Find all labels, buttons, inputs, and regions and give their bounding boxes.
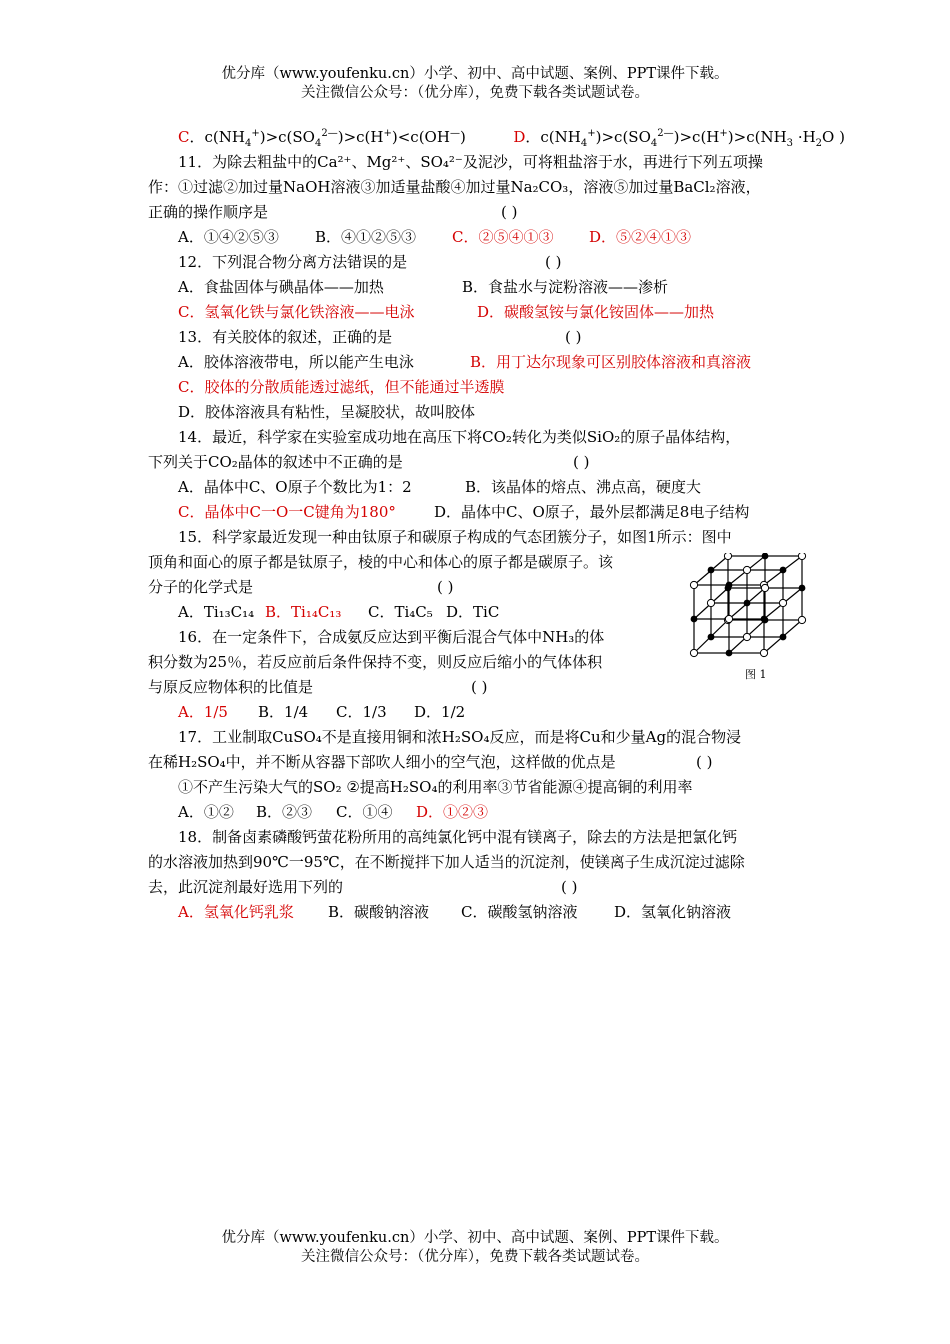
q15-option-d: D．TiC <box>446 603 500 621</box>
q10-option-d-text: ．$c(NH_4^+)>c(SO_4^{2—})>c(H^+)>c(NH_3 \cdot H_2O$ ) <box>525 128 845 149</box>
q15-answer-paren: ( ) <box>437 578 454 596</box>
q18-option-b: B．碳酸钠溶液 <box>328 903 430 921</box>
page-footer-line-2: 关注微信公众号：（优分库），免费下载各类试题试卷。 <box>301 1249 649 1265</box>
q13-option-a: A．胶体溶液带电，所以能产生电泳 <box>178 353 414 371</box>
q18-answer-paren: ( ) <box>561 878 578 896</box>
q11-option-a: A．①④②⑤③ <box>178 228 279 246</box>
q15-stem-line-1: 15．科学家最近发现一种由钛原子和碳原子构成的气态团簇分子，如图1所示：图中 <box>178 528 732 546</box>
q17-option-d: D．①②③ <box>416 803 489 821</box>
q16-stem-text: 与原反应物体积的比值是 <box>148 678 314 696</box>
page-header-line-2: 关注微信公众号：（优分库），免费下载各类试题试卷。 <box>301 85 649 101</box>
q12-stem <box>178 251 858 273</box>
q17-stem-line-3: ①不产生污染大气的SO₂ ②提高H₂SO₄的利用率③节省能源④提高铜的利用率 <box>178 778 693 796</box>
q17-stem-line-1: 17．工业制取CuSO₄不是直接用铜和浓H₂SO₄反应，而是将Cu和少量Ag的混合物浸 <box>178 728 742 746</box>
q10-option-c-text: ．$c(NH_4^+)>c(SO_4^{2—})>c(H^+)<c(OH^—)$ <box>189 128 466 149</box>
page-footer-line-1: 优分库（www.youfenku.cn）小学、初中、高中试题、案例、PPT课件下载。 <box>221 1230 729 1246</box>
q18-stem-line-2: 的水溶液加热到90℃一95℃，在不断搅拌下加人适当的沉淀剂，使镁离子生成沉淀过滤除 <box>148 853 745 871</box>
q11-option-d: D．⑤②④①③ <box>589 228 692 246</box>
q10-option-c-letter: C <box>178 128 190 146</box>
q18-stem-line-3 <box>148 876 828 898</box>
q14-option-a: A．晶体中C、O原子个数比为1：2 <box>178 478 412 496</box>
q16-option-b: B．1/4 <box>258 703 309 721</box>
q14-option-c: C．晶体中C一O一C键角为180° <box>178 503 396 521</box>
q15-stem-line-2: 顶角和面心的原子都是钛原子，棱的中心和体心的原子都是碳原子。该 <box>148 553 614 571</box>
q17-option-c: C．①④ <box>336 803 393 821</box>
q10-options-cd <box>178 126 858 148</box>
q14-options-cd <box>178 501 858 523</box>
q14-option-b: B．该晶体的熔点、沸点高，硬度大 <box>465 478 702 496</box>
q11-options <box>178 226 858 248</box>
q15-option-a: A．Ti₁₃C₁₄ <box>178 603 255 621</box>
q17-stem-line-2 <box>148 751 828 773</box>
q12-option-a: A．食盐固体与碘晶体——加热 <box>178 278 384 296</box>
q18-stem-line-1: 18．制备卤素磷酸钙萤花粉所用的高纯氯化钙中混有镁离子，除去的方法是把氯化钙 <box>178 828 738 846</box>
q11-stem-text: 正确的操作顺序是 <box>148 203 269 221</box>
q13-stem-text: 13．有关胶体的叙述，正确的是 <box>178 328 393 346</box>
q15-stem-text: 分子的化学式是 <box>148 578 254 596</box>
q13-answer-paren: ( ) <box>565 328 582 346</box>
q16-options <box>178 701 858 723</box>
q14-option-d: D．晶体中C、O原子，最外层都满足8电子结构 <box>434 503 750 521</box>
page-header-line-1: 优分库（www.youfenku.cn）小学、初中、高中试题、案例、PPT课件下载。 <box>221 66 729 82</box>
q14-options-ab <box>178 476 858 498</box>
q12-answer-paren: ( ) <box>545 253 562 271</box>
q12-option-b: B．食盐水与淀粉溶液——渗析 <box>462 278 669 296</box>
q16-stem-line-2: 积分数为25％，若反应前后条件保持不变，则反应后缩小的气体体积 <box>148 653 603 671</box>
q18-option-d: D．氢氧化钠溶液 <box>614 903 732 921</box>
q18-stem-text: 去，此沉淀剂最好选用下列的 <box>148 878 344 896</box>
q11-option-b: B．④①②⑤③ <box>315 228 417 246</box>
q12-option-d: D．碳酸氢铵与氯化铵固体——加热 <box>477 303 715 321</box>
q13-option-d: D．胶体溶液具有粘性，呈凝胶状，故叫胶体 <box>178 403 476 421</box>
q13-option-c <box>178 376 858 398</box>
q18-option-a: A．氢氧化钙乳浆 <box>178 903 294 921</box>
q12-options-cd <box>178 301 858 323</box>
q17-option-a: A．①② <box>178 803 234 821</box>
q16-stem-line-1: 16．在一定条件下，合成氨反应达到平衡后混合气体中NH₃的体 <box>178 628 605 646</box>
q18-option-c: C．碳酸氢钠溶液 <box>461 903 578 921</box>
q16-option-c: C．1/3 <box>336 703 387 721</box>
q11-stem-line-1: 11．为除去粗盐中的Ca²⁺、Mg²⁺、SO₄²⁻及泥沙，可将粗盐溶于水，再进行下列五项操 <box>178 153 763 171</box>
q11-stem-line-2: 作：①过滤②加过量NaOH溶液③加适量盐酸④加过量Na₂CO₃，溶液⑤加过量BaCl₂溶液， <box>148 178 761 196</box>
q14-stem-text: 下列关于CO₂晶体的叙述中不正确的是 <box>148 453 403 471</box>
q11-option-c: C．②⑤④①③ <box>452 228 554 246</box>
q12-stem-text: 12．下列混合物分离方法错误的是 <box>178 253 408 271</box>
q13-options-ab <box>178 351 858 373</box>
q10-option-d-letter: D <box>513 128 526 146</box>
q14-answer-paren: ( ) <box>573 453 590 471</box>
q16-option-a: A．1/5 <box>178 703 228 721</box>
q18-options <box>178 901 858 923</box>
q14-stem-line-2 <box>148 451 828 473</box>
q15-option-b: B．Ti₁₄C₁₃ <box>265 603 342 621</box>
q15-option-c: C．Ti₄C₅ <box>368 603 433 621</box>
q16-answer-paren: ( ) <box>471 678 488 696</box>
q13-stem <box>178 326 858 348</box>
figure-1-caption: 图 1 <box>745 668 767 681</box>
q17-option-b: B．②③ <box>256 803 313 821</box>
q17-answer-paren: ( ) <box>696 753 713 771</box>
q11-stem-line-3 <box>148 201 828 223</box>
q12-option-c: C．氢氧化铁与氯化铁溶液——电泳 <box>178 303 415 321</box>
q16-stem-line-3 <box>148 676 828 698</box>
q14-stem-line-1: 14．最近，科学家在实验室成功地在高压下将CO₂转化为类似SiO₂的原子晶体结构， <box>178 428 741 446</box>
q11-answer-paren: ( ) <box>501 203 518 221</box>
q16-option-d: D．1/2 <box>414 703 466 721</box>
q12-options-ab <box>178 276 858 298</box>
q13-option-b: B．用丁达尔现象可区别胶体溶液和真溶液 <box>470 353 752 371</box>
q17-stem-text: 在稀H₂SO₄中，并不断从容器下部吹人细小的空气泡，这样做的优点是 <box>148 753 616 771</box>
q13-option-c-text: C．胶体的分散质能透过滤纸，但不能通过半透膜 <box>178 378 505 396</box>
q17-options <box>178 801 858 823</box>
